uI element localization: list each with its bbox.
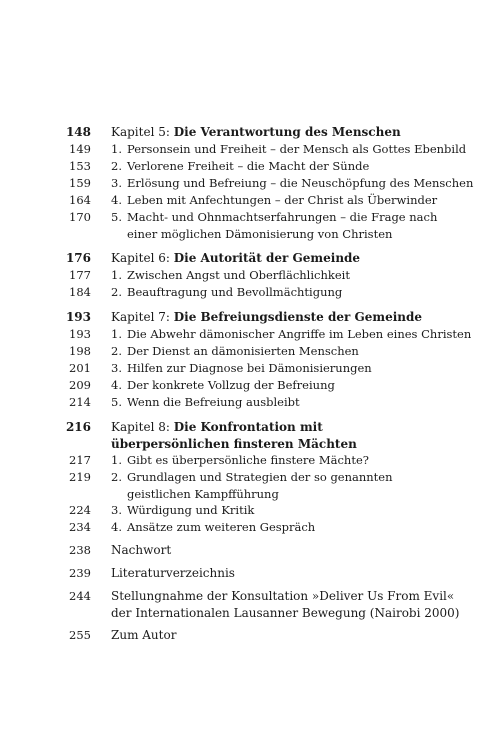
toc-entry-section [0,209,482,226]
section-title-cont: einer möglichen Dämonisierung von Christen [127,227,393,241]
toc-entry-chapter [0,124,482,141]
page-number: 244 [69,589,91,603]
entry-text [111,309,422,326]
page-number: 217 [69,453,91,467]
toc-entry-section [0,452,482,469]
page-number: 214 [69,395,91,409]
entry-text [111,343,359,360]
entry-text [111,469,393,486]
page-number: 148 [65,125,91,139]
section-number: 2. [111,285,122,299]
toc-entry-section [0,158,482,175]
section-number: 1. [111,327,122,341]
page-number: 224 [69,503,91,517]
toc-entry-section [0,502,482,519]
section-title: Wenn die Befreiung ausbleibt [127,395,300,409]
toc-entry-chapter [0,419,482,436]
toc-entry-section [0,192,482,209]
page-number: 149 [69,142,91,156]
page-number: 177 [69,268,91,282]
page-number: 255 [69,628,91,642]
section-number: 3. [111,503,122,517]
section-title: Erlösung und Befreiung – die Neuschöpfung des Menschen [127,176,474,190]
section-title: Leben mit Anfechtungen – der Christ als Überwinder [127,193,438,207]
toc-entry-section [0,326,482,343]
toc-entry-continuation [0,436,482,452]
section-title: Würdigung und Kritik [127,503,255,517]
entry-text [111,519,315,536]
chapter-title: Die Verantwortung des Menschen [173,125,401,139]
entry-title: Literaturverzeichnis [111,566,235,580]
toc-entry-chapter [0,309,482,326]
page-number: 201 [69,361,91,375]
toc-entry-single [0,627,482,644]
toc-entry-single [0,542,482,559]
entry-text [111,588,454,605]
chapter-title: Die Autorität der Gemeinde [173,251,361,265]
section-title: Grundlagen und Strategien der so genannten [127,470,393,484]
chapter-label: Kapitel 5: [111,125,170,139]
chapter-title: Die Konfrontation mit [173,420,323,434]
toc-entry-continuation [0,226,482,242]
section-number: 2. [111,470,122,484]
section-number: 4. [111,378,122,392]
toc-entry-continuation [0,486,482,502]
section-number: 5. [111,210,122,224]
entry-title-cont: der Internationalen Lausanner Bewegung (Nairobi 2000) [111,606,460,620]
entry-text [111,175,473,192]
page-number: 159 [69,176,91,190]
entry-text [111,124,401,141]
chapter-label: Kapitel 6: [111,251,170,265]
section-title: Der Dienst an dämonisierten Menschen [127,344,359,358]
entry-text [111,360,372,377]
section-number: 4. [111,193,122,207]
entry-text [111,565,235,582]
section-title: Die Abwehr dämonischer Angriffe im Leben eines Christen [127,327,472,341]
entry-title: Stellungnahme der Konsultation »Deliver Us From Evil« [111,589,455,603]
section-title: Ansätze zum weiteren Gespräch [127,520,316,534]
chapter-title: Die Befreiungsdienste der Gemeinde [173,310,423,324]
section-title: Zwischen Angst und Oberflächlichkeit [127,268,350,282]
page-number: 198 [69,344,91,358]
section-title: Personsein und Freiheit – der Mensch als Gottes Ebenbild [127,142,467,156]
section-title: Gibt es überpersönliche finstere Mächte? [127,453,369,467]
entry-text [111,158,369,175]
page-number: 209 [69,378,91,392]
toc-entry-continuation [0,605,482,621]
entry-text [111,502,254,519]
section-number: 5. [111,395,122,409]
section-number: 4. [111,520,122,534]
toc-entry-section [0,469,482,486]
page-number: 216 [65,420,91,434]
entry-title: Nachwort [111,543,172,557]
page-number: 193 [69,327,91,341]
toc-entry-section [0,284,482,301]
toc-entry-section [0,343,482,360]
section-title: Macht- und Ohnmachtserfahrungen – die Frage nach [127,210,438,224]
entry-text [111,209,437,226]
entry-text [111,141,466,158]
entry-text [111,452,369,469]
page-number: 238 [69,543,91,557]
toc-entry-section [0,394,482,411]
page-number: 164 [69,193,91,207]
page-number: 239 [69,566,91,580]
page-number: 176 [65,251,91,265]
section-title: Hilfen zur Diagnose bei Dämonisierungen [127,361,372,375]
section-number: 3. [111,176,122,190]
page-number: 219 [69,470,91,484]
entry-text [111,627,176,644]
entry-text [111,192,437,209]
toc-entry-single [0,588,482,605]
toc-entry-section [0,175,482,192]
chapter-title-cont: überpersönlichen finsteren Mächten [111,437,357,451]
section-title: Verlorene Freiheit – die Macht der Sünde [127,159,370,173]
page-number: 184 [69,285,91,299]
page-number: 193 [65,310,91,324]
toc-entry-section [0,519,482,536]
entry-text [111,250,360,267]
entry-text [111,377,335,394]
section-number: 1. [111,142,122,156]
section-title: Beauftragung und Bevollmächtigung [127,285,343,299]
section-number: 2. [111,159,122,173]
toc-entry-single [0,565,482,582]
page-number: 234 [69,520,91,534]
page-number: 170 [69,210,91,224]
toc-entry-section [0,141,482,158]
toc-entry-section [0,267,482,284]
chapter-label: Kapitel 8: [111,420,170,434]
toc-entry-chapter [0,250,482,267]
toc-entry-section [0,360,482,377]
section-number: 1. [111,268,122,282]
section-number: 1. [111,453,122,467]
entry-text [111,284,342,301]
entry-text [111,267,350,284]
section-title-cont: geistlichen Kampfführung [127,487,279,501]
page-number: 153 [69,159,91,173]
toc-entry-section [0,377,482,394]
chapter-label: Kapitel 7: [111,310,170,324]
section-number: 3. [111,361,122,375]
entry-text [111,419,323,436]
entry-text [111,542,171,559]
entry-title: Zum Autor [111,628,177,642]
section-title: Der konkrete Vollzug der Befreiung [127,378,335,392]
entry-text [111,326,471,343]
entry-text [111,394,300,411]
table-of-contents [0,124,482,644]
section-number: 2. [111,344,122,358]
